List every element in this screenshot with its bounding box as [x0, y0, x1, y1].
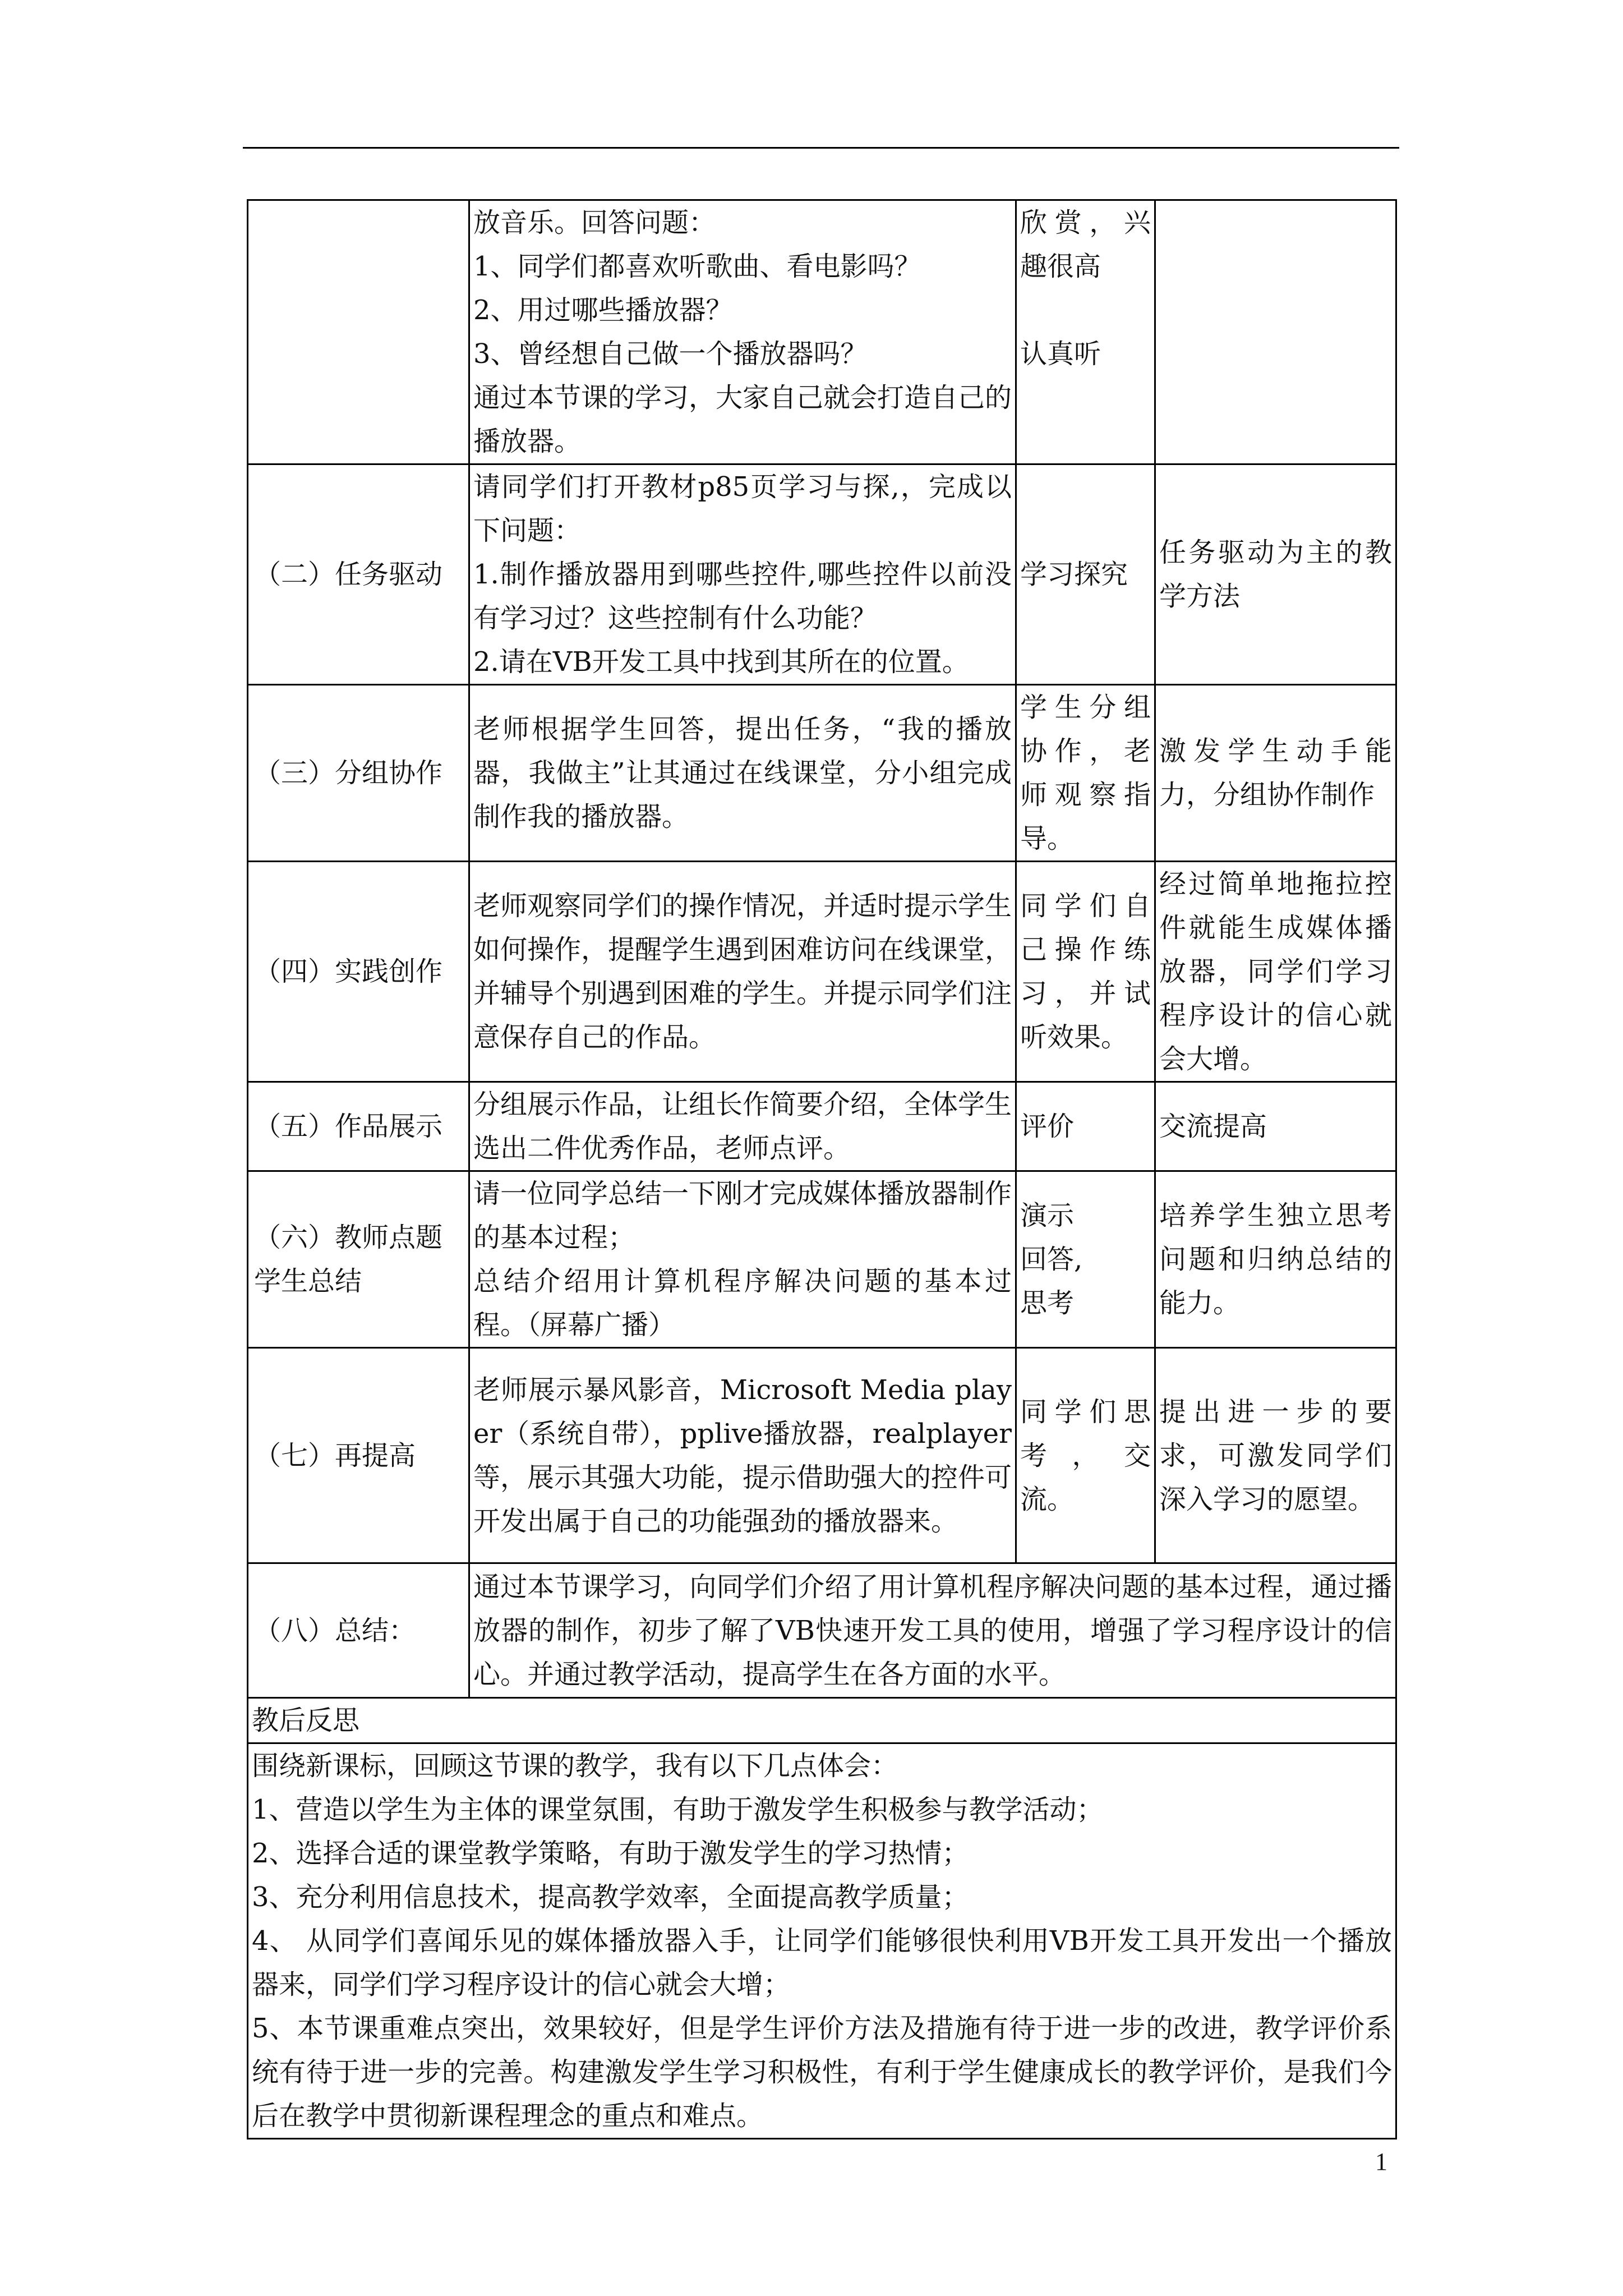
content-cell [469, 1348, 1016, 1563]
stage-cell: （五）作品展示 [248, 1082, 469, 1171]
student-activity-cell [1016, 464, 1155, 685]
content-cell [469, 200, 1016, 464]
stage-cell: （七）再提高 [248, 1348, 469, 1563]
stage-cell: （三）分组协作 [248, 685, 469, 862]
table-row [248, 200, 1396, 464]
table-row [248, 1563, 1396, 1698]
student-activity: 同学们自己操作练习，并试听效果。 [1020, 890, 1151, 1053]
reflection-line: 围绕新课标，回顾这节课的教学，我有以下几点体会： [252, 1750, 898, 1782]
stage-cell: （八）总结： [248, 1563, 469, 1698]
content-line: 请一位同学总结一下刚才完成媒体播放器制作的基本过程； [473, 1178, 1012, 1253]
table-row [248, 1082, 1396, 1171]
table-row [248, 1743, 1396, 2139]
student-activity: 思考 [1020, 1287, 1075, 1319]
stage-cell: （四）实践创作 [248, 862, 469, 1082]
intent-cell: 提出进一步的要求，可激发同学们深入学习的愿望。 [1155, 1348, 1396, 1563]
content-cell [469, 685, 1016, 862]
content-cell [469, 464, 1016, 685]
reflection-title: 教后反思 [248, 1698, 1396, 1743]
page-number: 1 [1375, 2148, 1387, 2175]
intent-cell: 激发学生动手能力，分组协作制作 [1155, 685, 1396, 862]
stage-cell [248, 200, 469, 464]
content-line: 放音乐。回答问题： [473, 207, 716, 238]
table-row [248, 685, 1396, 862]
content-cell [469, 862, 1016, 1082]
intent-cell [1155, 200, 1396, 464]
student-activity: 同学们思考，交流。 [1020, 1396, 1151, 1515]
student-activity: 欣赏，兴趣很高 [1020, 207, 1151, 282]
content-line: 老师根据学生回答，提出任务，“我的播放器，我做主”让其通过在线课堂，分小组完成制作我的播放器。 [473, 714, 1012, 832]
content-line: 2、用过哪些播放器？ [473, 295, 733, 326]
content-line: 2.请在VB开发工具中找到其所在的位置。 [473, 646, 969, 678]
content-line: 老师观察同学们的操作情况，并适时提示学生如何操作，提醒学生遇到困难访问在线课堂，并辅导个别遇到困难的学生。并提示同学们注意保存自己的作品。 [473, 890, 1012, 1053]
content-line: 分组展示作品，让组长作简要介绍，全体学生选出二件优秀作品，老师点评。 [473, 1089, 1012, 1164]
content-cell [469, 1082, 1016, 1171]
content-line: 通过本节课的学习，大家自己就会打造自己的播放器。 [473, 382, 1012, 457]
student-activity-cell [1016, 862, 1155, 1082]
student-activity: 学习探究 [1020, 559, 1128, 590]
lesson-plan-table [247, 199, 1397, 2139]
summary-cell: 通过本节课学习，向同学们介绍了用计算机程序解决问题的基本过程，通过播放器的制作，初步了解了VB快速开发工具的使用，增强了学习程序设计的信心。并通过教学活动，提高学生在各方面的水平。 [469, 1563, 1396, 1698]
table-row [248, 1171, 1396, 1348]
student-activity: 回答, [1020, 1244, 1083, 1275]
table-row [248, 464, 1396, 685]
stage-cell: （六）教师点题学生总结 [248, 1171, 469, 1348]
student-activity: 演示 [1020, 1200, 1075, 1231]
content-cell [469, 1171, 1016, 1348]
intent-cell: 培养学生独立思考问题和归纳总结的能力。 [1155, 1171, 1396, 1348]
table-row [248, 1348, 1396, 1563]
stage-cell: （二）任务驱动 [248, 464, 469, 685]
reflection-line: 1、营造以学生为主体的课堂氛围，有助于激发学生积极参与教学活动； [252, 1794, 1104, 1825]
intent-cell: 交流提高 [1155, 1082, 1396, 1171]
student-activity: 认真听 [1020, 338, 1101, 370]
student-activity-cell [1016, 1171, 1155, 1348]
content-line: 1.制作播放器用到哪些控件,哪些控件以前没有学习过？这些控制有什么功能？ [473, 559, 1012, 634]
content-line: 1、同学们都喜欢听歌曲、看电影吗？ [473, 251, 921, 282]
table-row [248, 862, 1396, 1082]
intent-cell: 经过简单地拖拉控件就能生成媒体播放器，同学们学习程序设计的信心就会大增。 [1155, 862, 1396, 1082]
reflection-line: 2、选择合适的课堂教学策略，有助于激发学生的学习热情； [252, 1838, 969, 1869]
reflection-line: 5、本节课重难点突出，效果较好，但是学生评价方法及措施有待于进一步的改进，教学评价系统有待于进一步的完善。构建激发学生学习积极性，有利于学生健康成长的教学评价，是我们今后在教学中贯彻新课程理念的重点和难点。 [252, 2013, 1392, 2132]
student-activity-cell [1016, 200, 1155, 464]
content-line: 老师展示暴风影音，Microsoft Media player（系统自带），pplive播放器，realplayer等，展示其强大功能，提示借助强大的控件可开发出属于自己的功能强劲的播放器来。 [473, 1374, 1012, 1537]
reflection-body [248, 1743, 1396, 2139]
student-activity-cell [1016, 1082, 1155, 1171]
student-activity: 评价 [1020, 1111, 1075, 1142]
header-rule [243, 147, 1399, 149]
content-line: 3、曾经想自己做一个播放器吗？ [473, 338, 868, 370]
table-row [248, 1698, 1396, 1743]
reflection-line: 4、 从同学们喜闻乐见的媒体播放器入手，让同学们能够很快利用VB开发工具开发出一个播放器来，同学们学习程序设计的信心就会大增； [252, 1925, 1392, 2000]
intent-cell: 任务驱动为主的教学方法 [1155, 464, 1396, 685]
student-activity-cell [1016, 1348, 1155, 1563]
content-line: 总结介绍用计算机程序解决问题的基本过程。（屏幕广播） [473, 1266, 1012, 1341]
content-line: 请同学们打开教材p85页学习与探,，完成以下问题： [473, 471, 1012, 546]
student-activity: 学生分组协作，老师观察指导。 [1020, 692, 1151, 854]
reflection-line: 3、充分利用信息技术，提高教学效率，全面提高教学质量； [252, 1881, 969, 1913]
student-activity-cell [1016, 685, 1155, 862]
